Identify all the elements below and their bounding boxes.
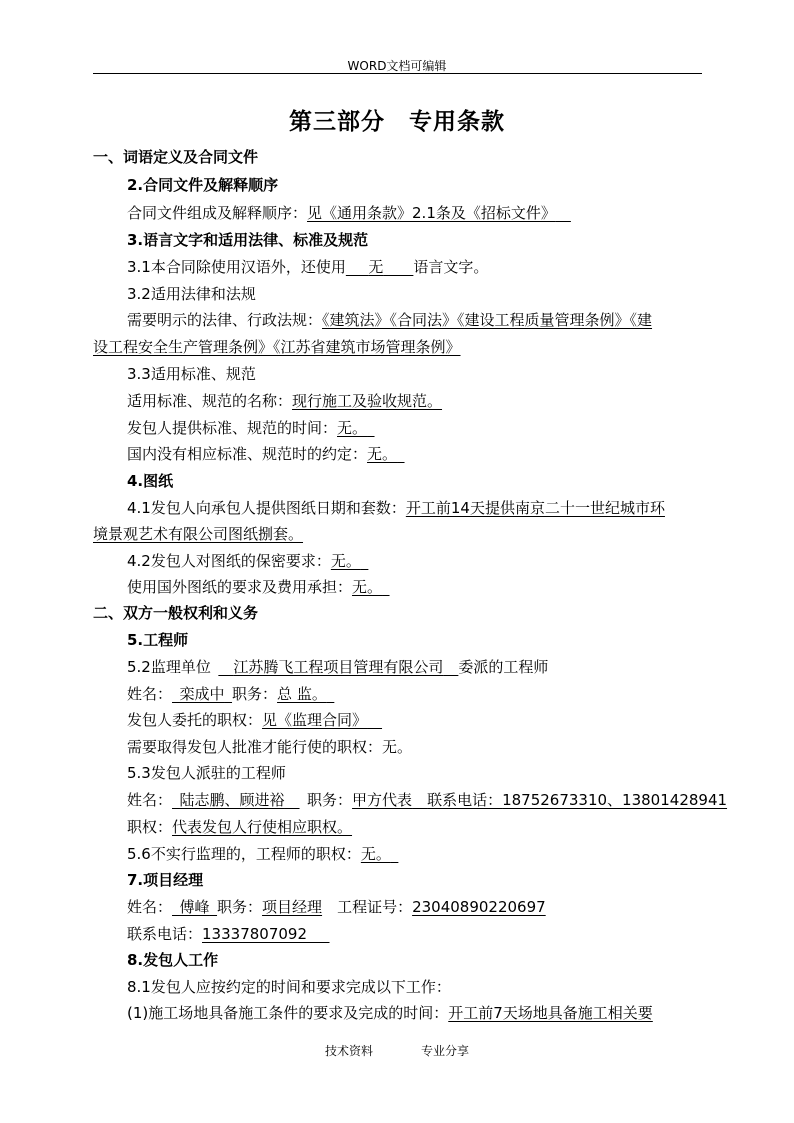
clause-5-2-authority-value: 见《监理合同》 bbox=[262, 711, 368, 729]
clause-3-3-time bbox=[127, 418, 375, 438]
clause-7-heading: 7.项目经理 bbox=[127, 871, 204, 889]
clause-5-6-value: 无。 bbox=[360, 845, 391, 863]
clause-4-1 bbox=[127, 498, 665, 518]
clause-8-1-1-value: 开工前7天场地具备施工相关要 bbox=[448, 1004, 653, 1022]
clause-3-2-laws-value-1: 《建筑法》《合同法》《建设工程质量管理条例》《建 bbox=[322, 311, 653, 329]
clause-5-6 bbox=[127, 844, 398, 864]
clause-3-3-domestic-value: 无。 bbox=[367, 445, 398, 463]
clause-3-1 bbox=[127, 257, 488, 277]
clause-3-3-time-label: 发包人提供标准、规范的时间： bbox=[127, 419, 338, 437]
clause-5-6-label: 5.6不实行监理的，工程师的职权： bbox=[127, 845, 361, 863]
clause-7-manager bbox=[127, 897, 546, 917]
clause-3-2: 3.2适用法律和法规 bbox=[127, 285, 256, 303]
clause-8-heading: 8.发包人工作 bbox=[127, 951, 219, 969]
clause-5-3-authority-label: 职权： bbox=[127, 818, 173, 836]
clause-7-name-label: 姓名： bbox=[127, 898, 173, 916]
clause-8-1-1 bbox=[127, 1003, 653, 1023]
clause-3-3-name bbox=[127, 391, 442, 411]
clause-5-2-tail: 委派的工程师 bbox=[458, 658, 549, 676]
clause-4-1-label: 4.1发包人向承包人提供图纸日期和套数： bbox=[127, 499, 406, 517]
clause-5-3-name-label: 姓名： bbox=[127, 791, 173, 809]
clause-3-heading: 3.语言文字和适用法律、标准及规范 bbox=[127, 231, 369, 249]
clause-4-2-label: 4.2发包人对图纸的保密要求： bbox=[127, 552, 331, 570]
page-header: WORD文档可编辑 bbox=[347, 59, 447, 73]
header-rule bbox=[93, 73, 702, 74]
clause-5-3: 5.3发包人派驻的工程师 bbox=[127, 764, 286, 782]
clause-7-cert-label: 工程证号： bbox=[337, 898, 413, 916]
clause-5-3-duty-value: 甲方代表 联系电话：18752673310、13801428941 bbox=[352, 791, 728, 809]
clause-5-2-value: 江苏腾飞工程项目管理有限公司 bbox=[233, 658, 444, 676]
clause-4-heading: 4.图纸 bbox=[127, 472, 174, 490]
clause-5-2 bbox=[127, 657, 548, 677]
clause-5-3-authority bbox=[127, 817, 352, 837]
footer-right: 专业分享 bbox=[421, 1044, 470, 1058]
clause-7-cert-value: 23040890220697 bbox=[412, 898, 546, 916]
clause-3-2-laws bbox=[127, 310, 652, 330]
clause-5-3-rep bbox=[127, 790, 727, 810]
clause-3-1-value: 无 bbox=[368, 258, 384, 276]
clause-5-2-name-value: 栾成中 bbox=[179, 685, 225, 703]
clause-4-2-value: 无。 bbox=[330, 552, 361, 570]
clause-5-3-duty-label: 职务： bbox=[307, 791, 353, 809]
clause-7-phone-value: 13337807092 bbox=[202, 925, 307, 943]
clause-2-1-value: 见《通用条款》2.1条及《招标文件》 bbox=[307, 204, 556, 222]
clause-2-heading: 2.合同文件及解释顺序 bbox=[127, 176, 279, 194]
clause-5-2-duty-value: 总 监。 bbox=[277, 685, 327, 703]
clause-7-name-value: 傅峰 bbox=[179, 898, 210, 916]
title-part: 第三部分 bbox=[289, 108, 385, 135]
clause-5-2-name-label: 姓名： bbox=[127, 685, 173, 703]
page-footer bbox=[0, 1042, 794, 1059]
clause-3-2-laws-label: 需要明示的法律、行政法规： bbox=[127, 311, 323, 329]
clause-3-3-name-value: 现行施工及验收规范。 bbox=[292, 392, 443, 410]
clause-3-3-domestic bbox=[127, 444, 405, 464]
clause-5-3-name-value: 陆志鹏、顾进裕 bbox=[179, 791, 285, 809]
clause-3-3-time-value: 无。 bbox=[337, 419, 368, 437]
clause-4-3 bbox=[127, 577, 390, 597]
clause-2-1 bbox=[127, 203, 571, 223]
clause-3-3: 3.3适用标准、规范 bbox=[127, 365, 256, 383]
clause-4-1-value-1: 开工前14天提供南京二十一世纪城市环 bbox=[405, 499, 665, 517]
title-name: 专用条款 bbox=[409, 108, 505, 135]
clause-7-duty-value: 项目经理 bbox=[262, 898, 323, 916]
clause-3-1-text: 3.1本合同除使用汉语外，还使用 bbox=[127, 258, 346, 276]
clause-2-1-label: 合同文件组成及解释顺序： bbox=[127, 204, 308, 222]
footer-left: 技术资料 bbox=[324, 1044, 373, 1058]
clause-5-2-authority bbox=[127, 710, 382, 730]
section-1-heading: 一、词语定义及合同文件 bbox=[93, 148, 259, 166]
clause-8-1: 8.1发包人应按约定的时间和要求完成以下工作： bbox=[127, 978, 451, 996]
clause-5-2-approval: 需要取得发包人批准才能行使的职权：无。 bbox=[127, 738, 413, 756]
clause-4-3-value: 无。 bbox=[352, 578, 383, 596]
clause-3-1-tail: 语言文字。 bbox=[413, 258, 489, 276]
clause-4-3-label: 使用国外图纸的要求及费用承担： bbox=[127, 578, 353, 596]
clause-5-3-authority-value: 代表发包人行使相应职权。 bbox=[172, 818, 353, 836]
clause-4-2 bbox=[127, 551, 368, 571]
clause-4-1-value-2: 境景观艺术有限公司图纸捌套。 bbox=[93, 525, 304, 543]
clause-3-3-domestic-label: 国内没有相应标准、规范时的约定： bbox=[127, 445, 368, 463]
clause-5-2-duty-label: 职务： bbox=[232, 685, 278, 703]
section-2-heading: 二、双方一般权利和义务 bbox=[93, 604, 259, 622]
clause-5-heading: 5.工程师 bbox=[127, 631, 189, 649]
page-title bbox=[0, 103, 794, 136]
clause-7-phone bbox=[127, 924, 330, 944]
clause-5-2-authority-label: 发包人委托的职权： bbox=[127, 711, 263, 729]
clause-7-phone-label: 联系电话： bbox=[127, 925, 203, 943]
clause-8-1-1-label: (1)施工场地具备施工条件的要求及完成的时间： bbox=[127, 1004, 449, 1022]
clause-3-3-name-label: 适用标准、规范的名称： bbox=[127, 392, 293, 410]
clause-5-2-label: 5.2监理单位 bbox=[127, 658, 211, 676]
clause-7-duty-label: 职务： bbox=[217, 898, 263, 916]
clause-3-2-laws-value-2: 设工程安全生产管理条例》《江苏省建筑市场管理条例》 bbox=[93, 338, 461, 356]
clause-5-2-name bbox=[127, 684, 334, 704]
